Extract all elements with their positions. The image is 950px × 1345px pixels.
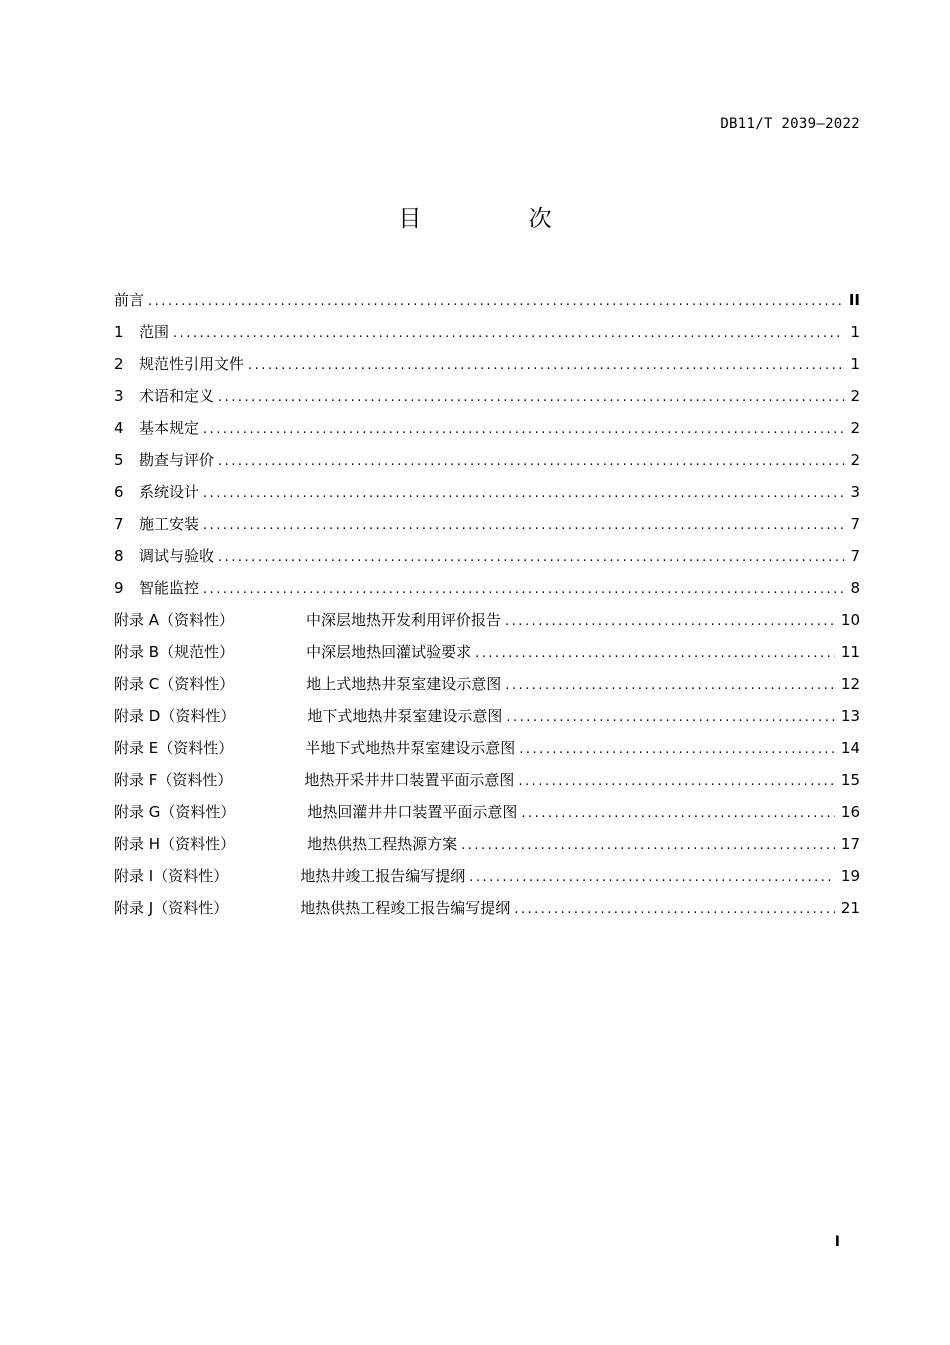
- toc-number: 4: [114, 419, 124, 437]
- toc-leader-dots: [203, 574, 844, 606]
- toc-entry-appendix[interactable]: [114, 700, 860, 732]
- toc-leader-dots: [518, 766, 834, 798]
- toc-leader-dots: [218, 542, 844, 574]
- appendix-prefix: 附录 A: [114, 611, 160, 629]
- toc-page: 2: [850, 419, 860, 437]
- toc-page: 12: [840, 675, 860, 693]
- toc-number: 8: [114, 547, 124, 565]
- toc-number: 3: [114, 387, 124, 405]
- toc-leader-dots: [505, 670, 835, 702]
- toc-leader-dots: [514, 894, 835, 926]
- toc-page: 1: [850, 323, 860, 341]
- toc-leader-dots: [519, 734, 835, 766]
- toc-entry-appendix[interactable]: [114, 636, 860, 668]
- toc-page: 19: [840, 867, 860, 885]
- toc-entry-appendix[interactable]: [114, 892, 860, 924]
- appendix-category: （资料性）: [160, 835, 236, 853]
- toc-number: 5: [114, 451, 124, 469]
- toc-entry-chapter[interactable]: [114, 444, 860, 476]
- toc-entry-chapter[interactable]: [114, 316, 860, 348]
- toc-label: 范围: [139, 323, 170, 341]
- toc-label: 规范性引用文件: [139, 355, 245, 373]
- toc-leader-dots: [203, 414, 844, 446]
- toc-entry-chapter[interactable]: [114, 572, 860, 604]
- toc-label: 地热供热工程热源方案: [307, 835, 458, 853]
- document-code: DB11/T 2039—2022: [720, 116, 860, 132]
- toc-label: 地下式地热井泵室建设示意图: [307, 707, 503, 725]
- toc-entry-appendix[interactable]: [114, 828, 860, 860]
- appendix-category: （规范性）: [159, 643, 235, 661]
- toc-entry-chapter[interactable]: [114, 412, 860, 444]
- toc-entry-appendix[interactable]: [114, 764, 860, 796]
- toc-label: 地热供热工程竣工报告编写提纲: [300, 899, 511, 917]
- toc-page: 8: [850, 579, 860, 597]
- toc-entry-chapter[interactable]: [114, 380, 860, 412]
- appendix-category: （资料性）: [153, 899, 229, 917]
- appendix-prefix: 附录 E: [114, 739, 159, 757]
- toc-label: 中深层地热开发利用评价报告: [306, 611, 502, 629]
- toc-page: 14: [840, 739, 860, 757]
- appendix-prefix: 附录 F: [114, 771, 158, 789]
- toc-entry-appendix[interactable]: [114, 604, 860, 636]
- appendix-prefix: 附录 C: [114, 675, 160, 693]
- toc-page: 17: [840, 835, 860, 853]
- toc-leader-dots: [521, 798, 834, 830]
- toc-label: 地热回灌井井口装置平面示意图: [307, 803, 518, 821]
- toc-label: 基本规定: [139, 419, 200, 437]
- toc-leader-dots: [248, 350, 844, 382]
- appendix-category: （资料性）: [158, 739, 234, 757]
- toc-label: 地上式地热井泵室建设示意图: [306, 675, 502, 693]
- appendix-prefix: 附录 I: [114, 867, 154, 885]
- toc-label: 调试与验收: [139, 547, 215, 565]
- toc-page: 7: [850, 547, 860, 565]
- appendix-category: （资料性）: [160, 803, 236, 821]
- table-of-contents: [114, 284, 860, 924]
- toc-leader-dots: [173, 318, 844, 350]
- appendix-prefix: 附录 H: [114, 835, 161, 853]
- toc-page: 13: [840, 707, 860, 725]
- toc-page: 11: [840, 643, 860, 661]
- toc-number: 7: [114, 515, 124, 533]
- toc-entry-appendix[interactable]: [114, 796, 860, 828]
- toc-page: 10: [840, 611, 860, 629]
- toc-page: 7: [850, 515, 860, 533]
- toc-number: 9: [114, 579, 124, 597]
- toc-leader-dots: [506, 702, 835, 734]
- toc-label: 地热井竣工报告编写提纲: [300, 867, 466, 885]
- toc-leader-dots: [218, 446, 844, 478]
- toc-label: 前言: [114, 291, 145, 309]
- appendix-category: （资料性）: [160, 707, 236, 725]
- toc-page: 21: [840, 899, 860, 917]
- toc-number: 6: [114, 483, 124, 501]
- toc-entry-foreword[interactable]: [114, 284, 860, 316]
- toc-leader-dots: [203, 510, 844, 542]
- toc-page: 16: [840, 803, 860, 821]
- toc-entry-appendix[interactable]: [114, 668, 860, 700]
- toc-page: 1: [850, 355, 860, 373]
- toc-label: 勘查与评价: [139, 451, 215, 469]
- appendix-prefix: 附录 J: [114, 899, 154, 917]
- toc-label: 系统设计: [139, 483, 200, 501]
- toc-leader-dots: [469, 862, 835, 894]
- toc-leader-dots: [461, 830, 835, 862]
- toc-label: 施工安装: [139, 515, 200, 533]
- toc-leader-dots: [203, 478, 844, 510]
- toc-entry-appendix[interactable]: [114, 860, 860, 892]
- toc-label: 中深层地热回灌试验要求: [306, 643, 472, 661]
- appendix-category: （资料性）: [159, 675, 235, 693]
- toc-number: 1: [114, 323, 124, 341]
- appendix-prefix: 附录 D: [114, 707, 161, 725]
- toc-label: 地热开采井井口装置平面示意图: [304, 771, 515, 789]
- toc-entry-chapter[interactable]: [114, 508, 860, 540]
- page-number: I: [834, 1234, 840, 1250]
- toc-label: 智能监控: [139, 579, 200, 597]
- appendix-category: （资料性）: [159, 611, 235, 629]
- toc-leader-dots: [148, 286, 843, 318]
- toc-entry-chapter[interactable]: [114, 476, 860, 508]
- toc-leader-dots: [505, 606, 835, 638]
- toc-leader-dots: [475, 638, 835, 670]
- toc-label: 术语和定义: [139, 387, 215, 405]
- toc-page: 15: [840, 771, 860, 789]
- toc-page: 2: [850, 387, 860, 405]
- page-title: 目 次: [398, 206, 602, 232]
- toc-entry-appendix[interactable]: [114, 732, 860, 764]
- appendix-category: （资料性）: [157, 771, 233, 789]
- toc-label: 半地下式地热井泵室建设示意图: [305, 739, 516, 757]
- toc-page: 3: [850, 483, 860, 501]
- toc-entry-chapter[interactable]: [114, 540, 860, 572]
- toc-page: II: [848, 291, 860, 309]
- appendix-prefix: 附录 G: [114, 803, 161, 821]
- toc-entry-chapter[interactable]: [114, 348, 860, 380]
- appendix-category: （资料性）: [153, 867, 229, 885]
- appendix-prefix: 附录 B: [114, 643, 160, 661]
- toc-number: 2: [114, 355, 124, 373]
- toc-page: 2: [850, 451, 860, 469]
- toc-leader-dots: [218, 382, 844, 414]
